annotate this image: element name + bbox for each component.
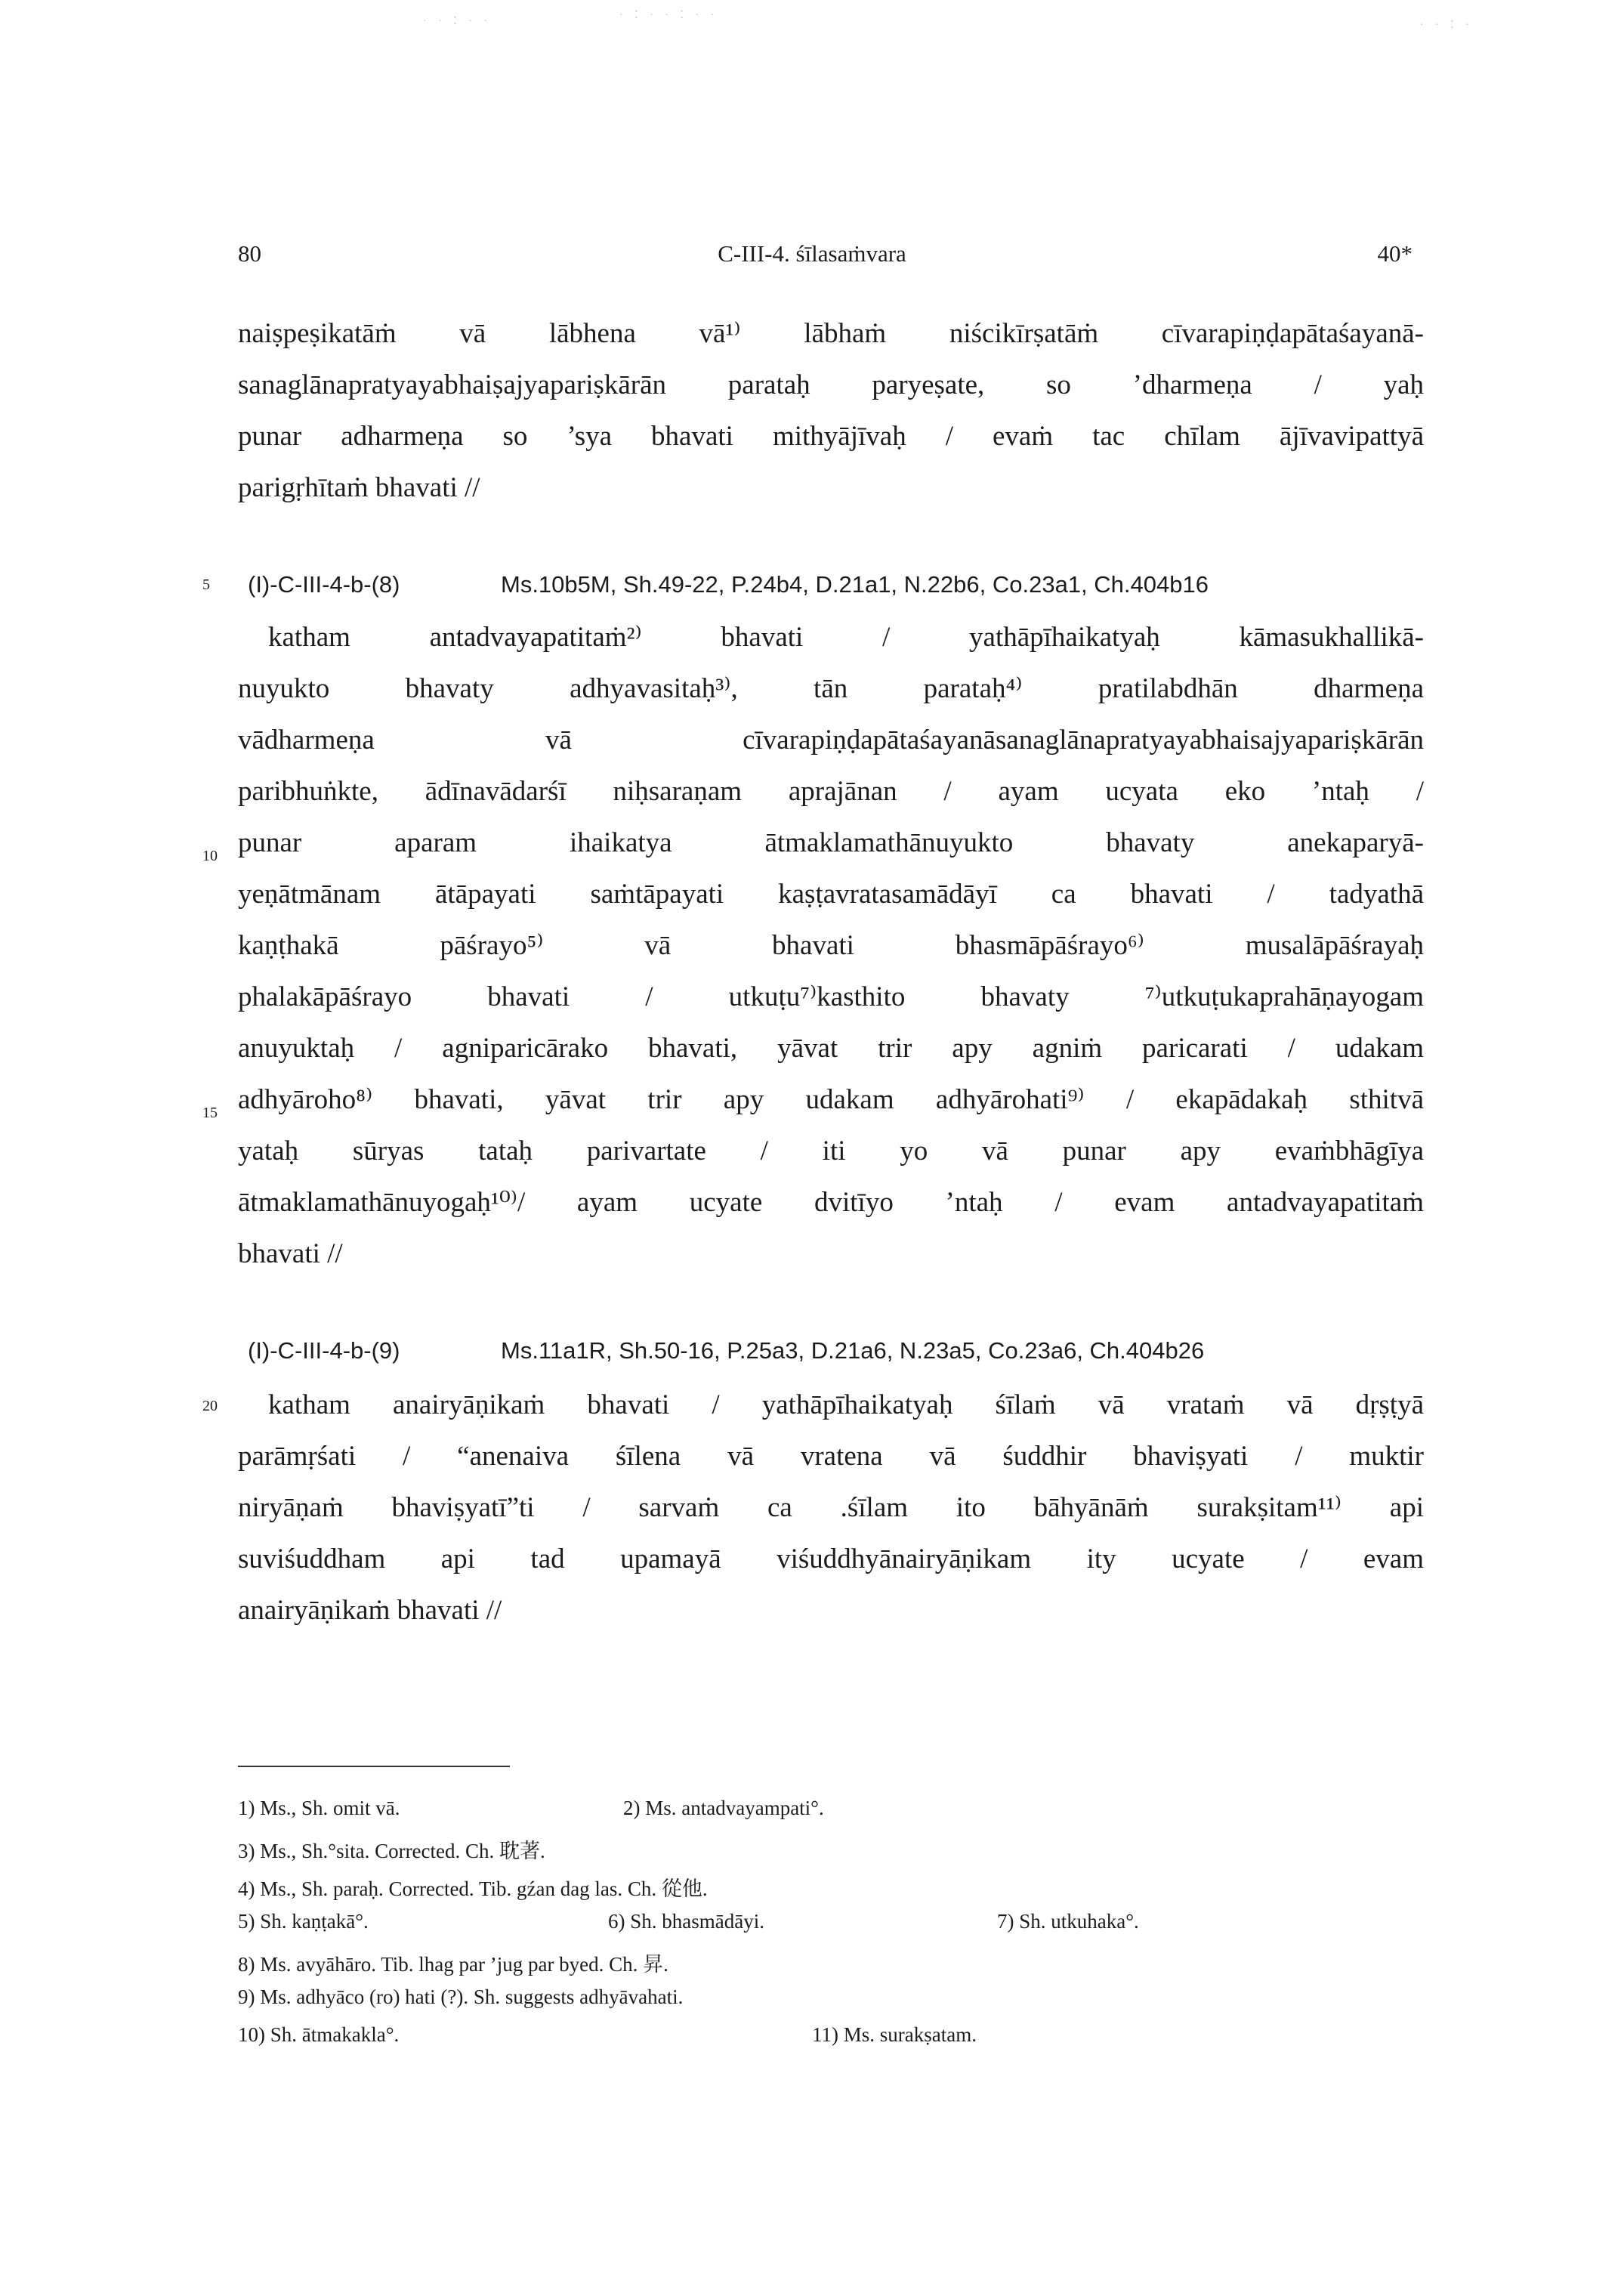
text-line: ātmaklamathānuyogaḥ¹⁰⁾/ ayam ucyate dvitīyo ’ntaḥ / evam antadvayapatitaṁ <box>238 1187 1424 1218</box>
section-id: (I)-C-III-4-b-(9) <box>248 1337 400 1364</box>
footnote: 11) Ms. surakṣatam. <box>812 2023 977 2046</box>
text-line: katham anairyāṇikaṁ bhavati / yathāpīhaikatyaḥ śīlaṁ vā vrataṁ vā dṛṣṭyā <box>268 1389 1424 1420</box>
text-line: nuyukto bhavaty adhyavasitaḥ³⁾, tān parataḥ⁴⁾ pratilabdhān dharmeṇa <box>238 673 1424 704</box>
text-line: phalakāpāśrayo bhavati / utkuṭu⁷⁾kasthito bhavaty ⁷⁾utkuṭukaprahāṇayogam <box>238 981 1424 1012</box>
line-number: 15 <box>202 1105 218 1121</box>
line-number: 20 <box>202 1398 218 1414</box>
footnote-row <box>238 1910 1424 1943</box>
text-line: parāmṛśati / “anenaiva śīlena vā vratena vā śuddhir bhaviṣyati / muktir <box>238 1441 1424 1472</box>
text-line: paribhuṅkte, ādīnavādarśī niḥsaraṇam aprajānan / ayam ucyata eko ’ntaḥ / <box>238 776 1424 807</box>
text-line: sanaglānapratyayabhaiṣajyapariṣkārān parataḥ paryeṣate, so ’dharmeṇa / yaḥ <box>238 369 1424 400</box>
footnote: 8) Ms. avyāhāro. Tib. lhag par ’jug par byed. Ch. 昇. <box>238 1953 668 1976</box>
text-line: naiṣpeṣikatāṁ vā lābhena vā¹⁾ lābhaṁ niścikīrṣatāṁ cīvarapiṇḍapātaśayanā- <box>238 318 1424 349</box>
footnote: 1) Ms., Sh. omit vā. <box>238 1797 400 1819</box>
footnote: 6) Sh. bhasmādāyi. <box>608 1910 764 1933</box>
chapter-title: C-III-4. śīlasaṁvara <box>718 240 906 267</box>
line-number: 10 <box>202 848 218 864</box>
footnote: 4) Ms., Sh. paraḥ. Corrected. Tib. gźan dag las. Ch. 從他. <box>238 1877 708 1900</box>
text-line: niryāṇaṁ bhaviṣyatī”ti / sarvaṁ ca .śīlam ito bāhyānāṁ surakṣitam¹¹⁾ api <box>238 1492 1424 1523</box>
line-number: 5 <box>202 576 210 593</box>
text-line: parigṛhītaṁ bhavati // <box>238 472 480 503</box>
footnote-row <box>238 1872 1424 1905</box>
scan-noise: · · ⁚ · · <box>423 16 492 27</box>
footnote: 3) Ms., Sh.°sita. Corrected. Ch. 耽著. <box>238 1840 545 1862</box>
footnote: 9) Ms. adhyāco (ro) hati (?). Sh. suggests adhyāvahati. <box>238 1985 684 2008</box>
text-line: punar adharmeṇa so ’sya bhavati mithyājīvaḥ / evaṁ tac chīlam ājīvavipattyā <box>238 421 1424 452</box>
section-id: (I)-C-III-4-b-(8) <box>248 571 400 598</box>
page-reference: 40* <box>1377 240 1413 267</box>
footnote-row <box>238 1834 1424 1868</box>
footnote-row <box>238 2023 1424 2057</box>
scan-noise: · · ⁚ · <box>1420 20 1474 31</box>
text-line: kaṇṭhakā pāśrayo⁵⁾ vā bhavati bhasmāpāśrayo⁶⁾ musalāpāśrayaḥ <box>238 930 1424 961</box>
page-number: 80 <box>238 240 261 267</box>
running-header <box>0 240 1624 278</box>
text-line: punar aparam ihaikatya ātmaklamathānuyukto bhavaty anekaparyā- <box>238 827 1424 858</box>
text-line: bhavati // <box>238 1238 343 1269</box>
footnote-divider <box>238 1766 510 1767</box>
footnote-row <box>238 1948 1424 1981</box>
text-line: anuyuktaḥ / agniparicārako bhavati, yāvat trir apy agniṁ paricarati / udakam <box>238 1033 1424 1064</box>
text-line: suviśuddham api tad upamayā viśuddhyānairyāṇikam ity ucyate / evam <box>238 1544 1424 1574</box>
scan-noise: · ⁚ · · ⁚ · · <box>619 10 719 21</box>
text-line: anairyāṇikaṁ bhavati // <box>238 1595 502 1626</box>
text-line: adhyāroho⁸⁾ bhavati, yāvat trir apy udakam adhyārohati⁹⁾ / ekapādakaḥ sthitvā <box>238 1084 1424 1115</box>
footnote: 2) Ms. antadvayampati°. <box>623 1797 824 1819</box>
section-sources: Ms.11a1R, Sh.50-16, P.25a3, D.21a6, N.23a5, Co.23a6, Ch.404b26 <box>501 1337 1205 1364</box>
text-line: vādharmeṇa vā cīvarapiṇḍapātaśayanāsanaglānapratyayabhaisajyapariṣkārān <box>238 725 1424 756</box>
text-line: katham antadvayapatitaṁ²⁾ bhavati / yathāpīhaikatyaḥ kāmasukhallikā- <box>268 622 1424 653</box>
paragraph-3 <box>238 1380 1424 1636</box>
text-line: yataḥ sūryas tataḥ parivartate / iti yo vā punar apy evaṁbhāgīya <box>238 1136 1424 1167</box>
footnote: 10) Sh. ātmakakla°. <box>238 2023 400 2046</box>
footnote-row <box>238 1797 1424 1830</box>
section-sources: Ms.10b5M, Sh.49-22, P.24b4, D.21a1, N.22b6, Co.23a1, Ch.404b16 <box>501 571 1209 598</box>
section-heading-8 <box>248 571 1426 609</box>
paragraph-2 <box>238 612 1424 1280</box>
text-line: yeṇātmānam ātāpayati saṁtāpayati kaṣṭavratasamādāyī ca bhavati / tadyathā <box>238 879 1424 910</box>
footnote: 7) Sh. utkuhaka°. <box>997 1910 1139 1933</box>
paragraph-1 <box>238 308 1424 514</box>
footnote-row <box>238 1985 1424 2019</box>
section-heading-9 <box>248 1337 1426 1375</box>
footnote: 5) Sh. kaṇṭakā°. <box>238 1910 369 1933</box>
